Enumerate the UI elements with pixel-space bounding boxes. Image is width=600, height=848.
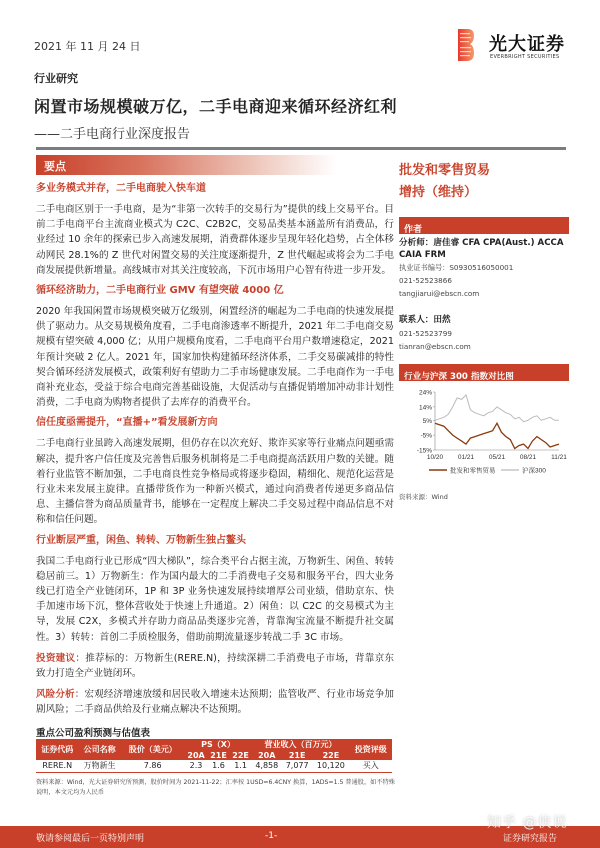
cell-revenue: 10,120 bbox=[312, 760, 349, 772]
everbright-logo-icon bbox=[458, 29, 474, 61]
valuation-table bbox=[36, 739, 392, 773]
legend-label: 批发和零售贸易 bbox=[450, 467, 496, 475]
page-number: -1- bbox=[265, 831, 278, 841]
cell-name: 万物新生 bbox=[78, 760, 120, 772]
report-title: 闲置市场规模破万亿，二手电商迎来循环经济红利 bbox=[34, 97, 398, 116]
header-price: 股价（美元） bbox=[121, 739, 185, 760]
everbright-logo bbox=[455, 26, 595, 66]
investment-text: ：推荐标的：万物新生(RERE.N)，持续深耕二手消费电子市场，背靠京东致力打造全产业链闭环。 bbox=[36, 652, 395, 680]
contact-email[interactable]: tianran@ebscn.com bbox=[399, 342, 471, 351]
author-bar bbox=[399, 217, 569, 234]
author-bar-label: 作者 bbox=[404, 225, 423, 235]
section-paragraph: 2020 年我国闲置市场规模突破万亿级别，闲置经济的崛起为二手电商的快速发展提供了驱动力。从交易规模角度看，二手电商渗透率不断提升，2021 年二手电商交易规模有望突破 4,000 亿；从用户规模角度看，二手电商平台用户数增速稳定，2021 年预计突破 2 亿人。2021 年，国家加快构建循环经济体系，二手交易碳减排的特性契合循环经济发展模式，政策利好有望助力二手市场健康发展。二手电商作为一手电商补充业态，受益于综合电商完善基础设施，大促活动与直播促销增加冲动非计划性消费，二手电商为购物者提供了去库存的消费平台。 bbox=[36, 306, 394, 409]
valuation-table-title: 重点公司盈利预测与估值表 bbox=[36, 728, 151, 739]
x-tick-label: 08/21 bbox=[519, 454, 537, 461]
risk-text: ：宏观经济增速放缓和居民收入增速未达预期；监管收严、行业市场竞争加剧风险；二手商品供给及行业痛点解决不达预期。 bbox=[36, 689, 395, 716]
cell-revenue: 4,858 bbox=[252, 760, 282, 772]
section-paragraph: 我国二手电商行业已形成“四大梯队”，综合类平台占据主流，万物新生、闲鱼、转转稳居前三。1）万物新生：作为国内最大的二手消费电子交易和服务平台，四大业务线已打造全产业链闭环，1P 和 3P 业务快速发展持续增厚公司业绩，借助京东、快手加速市场下沉，整体营收处于快速上升通道。2）闲鱼：以 C2C 的交易模式为主导，发展 C2X，多模式并存助力商品品类逐步完善，背靠淘宝流量不断提升社交属性。3）转转：首创二手质检服务，借助前期流量逐步转战二手 3C 市场。 bbox=[36, 555, 394, 643]
y-tick-label: 14% bbox=[418, 404, 432, 412]
analyst-name: 分析师：唐佳睿 CFA CPA(Aust.) ACCA CAIA FRM bbox=[399, 238, 564, 260]
legend-label: 沪深300 bbox=[522, 467, 546, 475]
cell-ps: 1.6 bbox=[208, 760, 230, 772]
line-chart bbox=[399, 384, 569, 494]
analyst-email[interactable]: tangjiarui@ebscn.com bbox=[399, 289, 480, 298]
header-name: 公司名称 bbox=[78, 739, 120, 760]
logo-chinese-name: 光大证券 bbox=[489, 34, 565, 55]
header-year: 20A bbox=[185, 750, 208, 760]
section-heading: 循环经济助力，二手电商行业 GMV 有望突破 4000 亿 bbox=[36, 285, 284, 297]
disclaimer-note: 敬请参阅最后一页特别声明 bbox=[36, 834, 145, 844]
table-source-note: 资料来源：Wind，光大证券研究所预测，股价时间为 2021-11-22；汇率按 1USD=6.4CNY 换算，1ADS=1.5 普通股，如不特殊说明，本文元均为人民币 bbox=[36, 779, 395, 796]
risk-label: 风险分析 bbox=[36, 689, 75, 701]
chart-title: 行业与沪深 300 指数对比图 bbox=[404, 372, 514, 382]
series-line bbox=[435, 423, 559, 448]
cell-code: RERE.N bbox=[36, 760, 78, 772]
contact-phone: 021-52523799 bbox=[399, 329, 452, 338]
header-year: 22E bbox=[230, 750, 252, 760]
y-tick-label: -5% bbox=[420, 432, 432, 440]
header-ps: PS（X） bbox=[185, 739, 252, 750]
industry-sector: 批发和零售贸易 bbox=[399, 163, 491, 178]
x-tick-label: 11/21 bbox=[551, 454, 567, 461]
index-comparison-chart bbox=[399, 384, 569, 494]
header-divider bbox=[36, 147, 566, 150]
y-tick-label: -15% bbox=[416, 447, 432, 455]
report-type: 证券研究报告 bbox=[503, 834, 558, 844]
summary-banner-label: 要点 bbox=[44, 160, 66, 173]
cell-ps: 2.3 bbox=[185, 760, 208, 772]
header-year: 20A bbox=[252, 750, 282, 760]
y-tick-label: 5% bbox=[422, 417, 432, 425]
series-line bbox=[435, 395, 559, 422]
header-rating: 投资评级 bbox=[349, 739, 392, 760]
sidebar bbox=[399, 160, 569, 353]
y-tick-label: 24% bbox=[418, 389, 432, 397]
x-tick-label: 05/21 bbox=[488, 454, 506, 461]
x-tick-label: 10/20 bbox=[426, 454, 444, 461]
chart-source: 资料来源：Wind bbox=[399, 493, 448, 501]
header-year: 22E bbox=[312, 750, 349, 760]
report-category: 行业研究 bbox=[34, 72, 78, 85]
cell-revenue: 7,077 bbox=[282, 760, 312, 772]
header-code: 证券代码 bbox=[36, 739, 78, 760]
header-year: 21E bbox=[208, 750, 230, 760]
header-revenue: 营业收入（百万元） bbox=[252, 739, 350, 750]
section-heading: 多业务模式并存，二手电商驶入快车道 bbox=[36, 183, 206, 194]
industry-rating: 增持（维持） bbox=[399, 185, 478, 200]
report-date: 2021 年 11 月 24 日 bbox=[34, 40, 141, 53]
x-tick-label: 01/21 bbox=[457, 454, 475, 461]
table-row bbox=[36, 760, 392, 772]
risk-analysis bbox=[36, 687, 394, 717]
report-subtitle: ——二手电商行业深度报告 bbox=[34, 127, 191, 142]
watermark: 知乎 @侠说 bbox=[487, 815, 568, 831]
section-paragraph: 二手电商行业虽跨入高速发展期，但仍存在以次充好、欺诈买家等行业痛点问题亟需解决，提升客户信任度及完善售后服务机制将是二手电商提高活跃用户数的关键。随着行业监管不断加强，二手电商良性竞争格局或将逐步稳固，精细化、规范化运营是行业未来发展主旋律。直播带货作为一种新兴模式，通过向消费者传递更多商品信息、主播信誉为商品质量背书，能够在一定程度上解决二手交易过程中商品信息不对称和信任问题。 bbox=[36, 438, 394, 526]
section-paragraph: 二手电商区别于一手电商，是为“非第一次转手的交易行为”提供的线上交易平台。目前二手电商平台主流商业模式为 C2C、C2B2C，交易品类基本涵盖所有消费品，行业经过 10 余年的探索已步入高速发展期，消费群体逐步呈现年轻化趋势，占全体移动网民 28.1%的 Z 世代对闲置交易的关注度逐渐提升，Z 世代崛起或将会为二手电商发展提供新增量。高线城市对其关注度较高，下沉市场用户心智有待进一步开发。 bbox=[36, 204, 394, 276]
investment-advice bbox=[36, 651, 394, 681]
summary-banner bbox=[36, 155, 336, 175]
section-heading: 信任度亟需提升，“直播+”看发展新方向 bbox=[36, 417, 218, 429]
header-year: 21E bbox=[282, 750, 312, 760]
analyst-phone: 021-52523866 bbox=[399, 276, 452, 285]
section-heading: 行业断层严重，闲鱼、转转、万物新生独占鳌头 bbox=[36, 534, 246, 546]
contact-name: 联系人：田然 bbox=[399, 315, 451, 325]
cell-price: 7.86 bbox=[121, 760, 185, 772]
investment-label: 投资建议 bbox=[36, 652, 76, 664]
logo-english-name: EVERBRIGHT SECURITIES bbox=[490, 54, 560, 60]
summary-body bbox=[36, 182, 394, 724]
cell-rating: 买入 bbox=[349, 760, 392, 772]
cell-ps: 1.1 bbox=[230, 760, 252, 772]
license-number: 执业证书编号：S0930516050001 bbox=[399, 263, 514, 272]
chart-title-bar bbox=[399, 364, 569, 381]
